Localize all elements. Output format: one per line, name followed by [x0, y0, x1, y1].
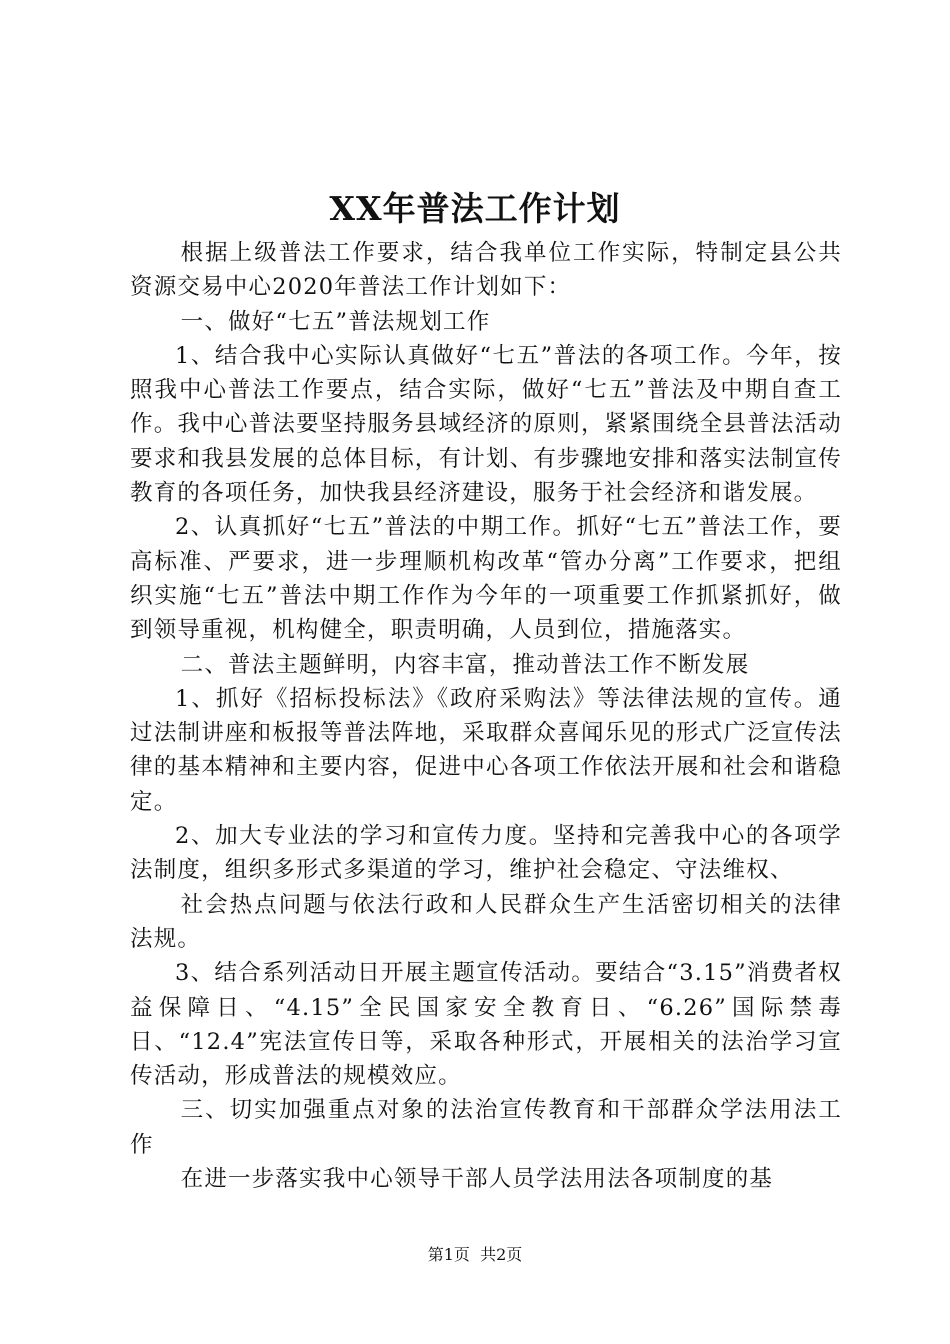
page-number: 第1页	[427, 1245, 470, 1264]
section-heading: 一、做好“七五”普法规划工作	[180, 308, 491, 335]
section-heading: 二、普法主题鲜明，内容丰富，推动普法工作不断发展	[180, 651, 750, 678]
paragraph: 2、加大专业法的学习和宣传力度。坚持和完善我中心的各项学法制度，组织多形式多渠道的学习，维护社会稳定、守法维权、	[130, 823, 842, 884]
footer-spacer	[470, 1245, 480, 1264]
page-footer	[0, 1244, 950, 1266]
paragraph: 根据上级普法工作要求，结合我单位工作实际，特制定县公共资源交易中心2020年普法工作计划如下：	[130, 240, 842, 301]
paragraph: 在进一步落实我中心领导干部人员学法用法各项制度的基	[180, 1166, 774, 1193]
paragraph: 2、认真抓好“七五”普法的中期工作。抓好“七五”普法工作，要高标准、严要求，进一步理顺机构改革“管办分离”工作要求，把组织实施“七五”普法中期工作作为今年的一项重要工作抓紧抓好，做到领导重视，机构健全，职责明确，人员到位，措施落实。	[130, 514, 842, 644]
page-total: 共2页	[480, 1245, 523, 1264]
section-heading: 三、切实加强重点对象的法治宣传教育和干部群众学法用法工作	[130, 1097, 842, 1158]
document-body	[130, 236, 842, 1196]
paragraph: 3、结合系列活动日开展主题宣传活动。要结合“3.15”消费者权益保障日、“4.15”全民国家安全教育日、“6.26”国际禁毒日、“12.4”宪法宣传日等，采取各种形式，开展相关的法治学习宣传活动，形成普法的规模效应。	[130, 960, 842, 1090]
paragraph: 1、结合我中心实际认真做好“七五”普法的各项工作。今年，按照我中心普法工作要点，结合实际，做好“七五”普法及中期自查工作。我中心普法要坚持服务县域经济的原则，紧紧围绕全县普法活动要求和我县发展的总体目标，有计划、有步骤地安排和落实法制宣传教育的各项任务，加快我县经济建设，服务于社会经济和谐发展。	[130, 342, 842, 507]
document-title: XX年普法工作计划	[329, 189, 621, 228]
paragraph: 社会热点问题与依法行政和人民群众生产生活密切相关的法律法规。	[130, 891, 842, 952]
paragraph: 1、抓好《招标投标法》《政府采购法》等法律法规的宣传。通过法制讲座和板报等普法阵地，采取群众喜闻乐见的形式广泛宣传法律的基本精神和主要内容，促进中心各项工作依法开展和社会和谐稳定。	[130, 685, 842, 815]
